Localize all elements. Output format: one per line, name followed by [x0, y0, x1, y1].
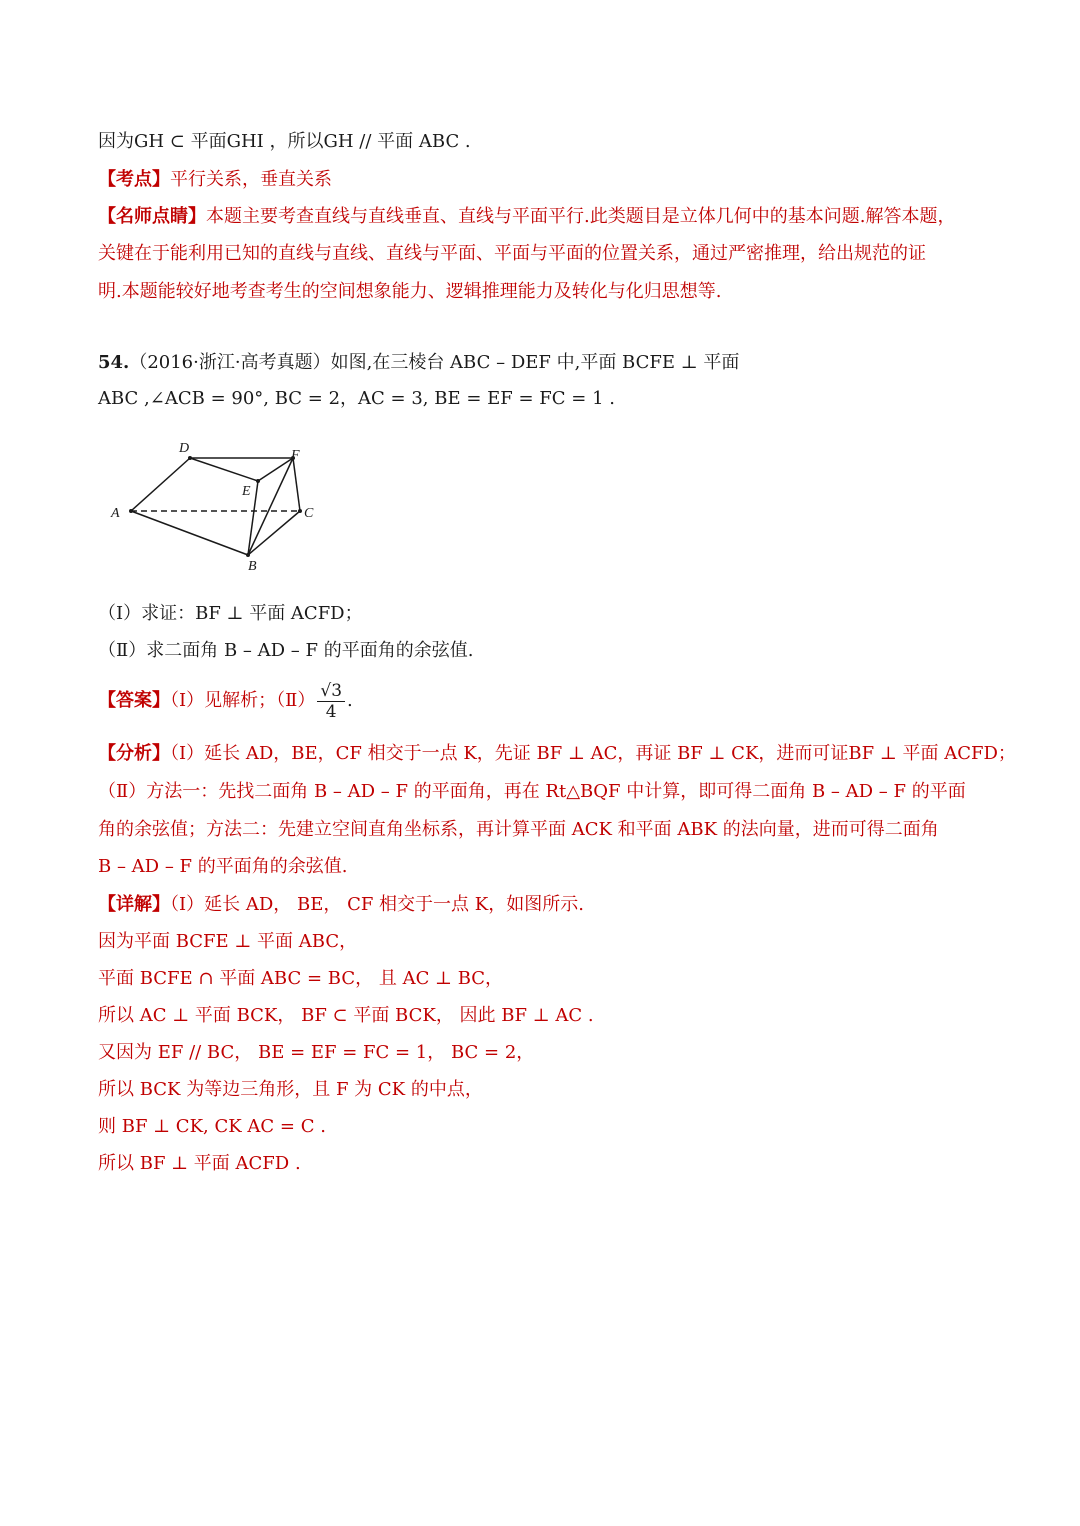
mingshi-text-2: 关键在于能利用已知的直线与直线、直线与平面、平面与平面的位置关系，通过严密推理，给出规范的证	[98, 243, 926, 264]
answer-text: （Ⅰ）见解析；（Ⅱ）	[170, 690, 316, 711]
label-a: A	[111, 506, 120, 521]
detail-line	[98, 892, 584, 918]
text-line	[98, 129, 471, 155]
kaodian-line	[98, 167, 332, 193]
detail-line-7	[98, 1114, 326, 1140]
part-2-line	[98, 638, 473, 664]
mingshi-text-3: 明.本题能较好地考查考生的空间想象能力、逻辑推理能力及转化与化归思想等.	[98, 281, 722, 302]
edge-de	[190, 458, 258, 481]
text-gh-parallel: 因为GH ⊂ 平面GHI ，所以GH // 平面 ABC .	[98, 131, 471, 152]
detail-line-8	[98, 1151, 301, 1177]
answer-tag: 【答案】	[98, 690, 170, 711]
detail-text-1: （Ⅰ）延长 AD， BE， CF 相交于一点 K，如图所示.	[170, 894, 584, 915]
label-d: D	[179, 441, 190, 456]
question-text-1: 如图,在三棱台 ABC – DEF 中,平面 BCFE ⊥ 平面	[330, 352, 740, 373]
detail-line-6	[98, 1077, 483, 1103]
point-e	[256, 479, 260, 483]
detail-line-5	[98, 1040, 534, 1066]
point-b	[246, 553, 250, 557]
detail-text-6: 所以 BCK 为等边三角形，且 F 为 CK 的中点，	[98, 1079, 483, 1100]
point-d	[188, 456, 192, 460]
mingshi-line-2	[98, 241, 926, 267]
answer-fraction	[317, 681, 345, 722]
frustum-figure	[108, 437, 323, 577]
label-b: B	[248, 559, 257, 574]
mingshi-tag: 【名师点睛】	[98, 206, 206, 227]
detail-line-3	[98, 966, 503, 992]
answer-line	[98, 678, 353, 724]
detail-line-4	[98, 1003, 594, 1029]
edge-fc	[293, 458, 300, 511]
question-line	[98, 350, 739, 376]
edge-ad	[131, 458, 190, 511]
question-number: 54.	[98, 352, 130, 373]
analysis-line-3	[98, 817, 939, 843]
detail-text-7: 则 BF ⊥ CK, CK AC = C .	[98, 1116, 326, 1137]
kaodian-text: 平行关系，垂直关系	[170, 169, 332, 190]
analysis-text-4: B – AD – F 的平面角的余弦值.	[98, 856, 348, 877]
mingshi-line-3	[98, 279, 721, 305]
point-c	[298, 509, 302, 513]
detail-line-2	[98, 929, 357, 955]
fraction-numerator: √3	[317, 681, 345, 702]
label-e: E	[242, 484, 251, 499]
label-c: C	[304, 506, 314, 521]
analysis-line-2	[98, 779, 966, 805]
detail-tag: 【详解】	[98, 894, 170, 915]
mingshi-line	[98, 204, 955, 230]
mingshi-text: 本题主要考查直线与直线垂直、直线与平面平行.此类题目是立体几何中的基本问题.解答本题，	[206, 206, 956, 227]
analysis-line-4	[98, 854, 347, 880]
part-1-line	[98, 601, 363, 627]
detail-text-2: 因为平面 BCFE ⊥ 平面 ABC，	[98, 931, 358, 952]
edge-ab	[131, 511, 248, 555]
detail-text-3: 平面 BCFE ∩ 平面 ABC = BC， 且 AC ⊥ BC，	[98, 968, 504, 989]
label-f: F	[291, 448, 300, 463]
part-1-text: （Ⅰ）求证：BF ⊥ 平面 ACFD；	[98, 603, 363, 624]
detail-text-8: 所以 BF ⊥ 平面 ACFD .	[98, 1153, 301, 1174]
part-2-text: （Ⅱ）求二面角 B – AD – F 的平面角的余弦值.	[98, 640, 474, 661]
kaodian-tag: 【考点】	[98, 169, 170, 190]
analysis-line	[98, 741, 1016, 767]
detail-text-5: 又因为 EF // BC， BE = EF = FC = 1， BC = 2，	[98, 1042, 535, 1063]
question-source: （2016·浙江·高考真题）	[129, 352, 331, 373]
edge-bc	[248, 511, 300, 555]
analysis-text-3: 角的余弦值；方法二：先建立空间直角坐标系，再计算平面 ACK 和平面 ABK 的法向量，进而可得二面角	[98, 819, 939, 840]
analysis-text-1: （Ⅰ）延长 AD，BE，CF 相交于一点 K，先证 BF ⊥ AC，再证 BF ⊥ CK，进而可证BF ⊥ 平面 ACFD；	[170, 743, 1016, 764]
analysis-text-2: （Ⅱ）方法一：先找二面角 B – AD – F 的平面角，再在 Rt△BQF 中计算，即可得二面角 B – AD – F 的平面	[98, 781, 966, 802]
point-a	[129, 509, 133, 513]
question-text-2: ABC ,∠ACB = 90°, BC = 2，AC = 3, BE = EF = FC = 1 .	[98, 388, 615, 409]
analysis-tag: 【分析】	[98, 743, 170, 764]
fraction-denominator: 4	[325, 701, 337, 722]
question-line-2	[98, 386, 615, 412]
detail-text-4: 所以 AC ⊥ 平面 BCK， BF ⊂ 平面 BCK， 因此 BF ⊥ AC .	[98, 1005, 594, 1026]
answer-end: .	[347, 690, 353, 711]
